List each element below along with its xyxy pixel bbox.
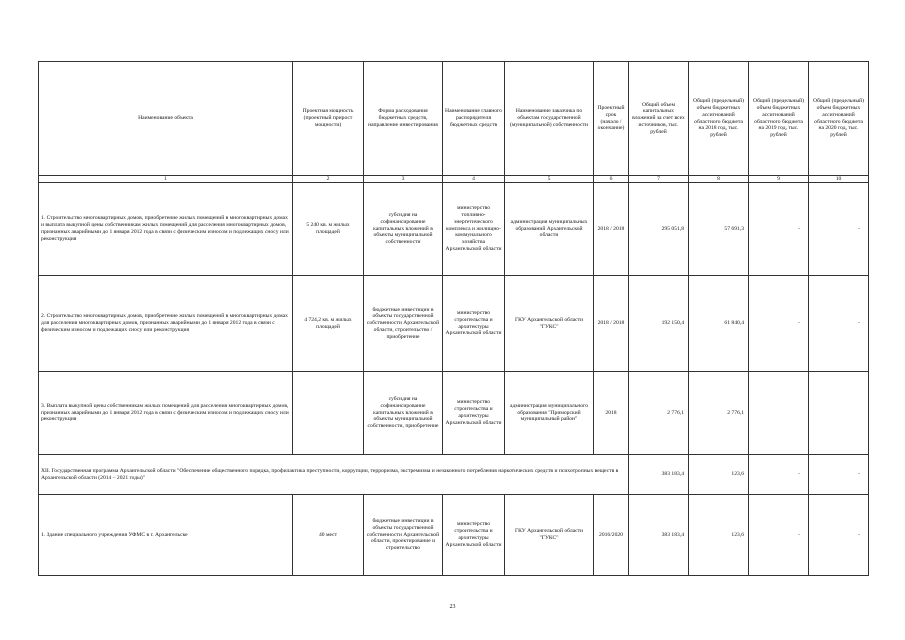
program-row	[39, 455, 869, 495]
column-number: 8	[689, 176, 749, 183]
table-row	[39, 276, 869, 372]
budget-2018: 123,6	[689, 455, 749, 495]
header-cell: Наименование заказчика по объектам государственной (муниципальной) собственности	[505, 62, 594, 176]
column-number: 3	[364, 176, 443, 183]
project-term: 2018 / 2018	[594, 183, 629, 276]
budget-2020	[809, 372, 869, 455]
total-investment: 192 150,4	[629, 276, 689, 372]
header-cell: Общий (предельный) объем бюджетных ассигнований областного бюджета на 2018 год, тыс. рублей	[689, 62, 749, 176]
budget-2018: 2 776,1	[689, 372, 749, 455]
budget-2018: 61 840,4	[689, 276, 749, 372]
investment-table	[38, 61, 869, 576]
table-row	[39, 372, 869, 455]
header-cell: Общий объем капитальных вложений за счет всех источников, тыс. рублей	[629, 62, 689, 176]
header-row	[39, 62, 869, 176]
column-number: 6	[594, 176, 629, 183]
customer: администрация муниципальных образований Архангельской области	[505, 183, 594, 276]
expenditure-form: субсидия на софинансирование капитальных вложений в объекты муниципальной собственности	[364, 183, 443, 276]
customer: ГКУ Архангельской области "ГУКС"	[505, 276, 594, 372]
customer: ГКУ Архангельской области "ГУКС"	[505, 495, 594, 576]
budget-manager: министерство строительства и архитектуры Архангельской области	[443, 372, 505, 455]
budget-2019: -	[749, 183, 809, 276]
budget-2020: -	[809, 183, 869, 276]
budget-2019	[749, 372, 809, 455]
header-cell: Общий (предельный) объем бюджетных ассигнований областного бюджета на 2019 год, тыс. рублей	[749, 62, 809, 176]
header-cell: Проектный срок (начало / окончание)	[594, 62, 629, 176]
total-investment: 295 051,8	[629, 183, 689, 276]
budget-2019: -	[749, 276, 809, 372]
header-cell: Общий (предельный) объем бюджетных ассигнований областного бюджета на 2020 год, тыс. рублей	[809, 62, 869, 176]
object-name: 2. Строительство многоквартирных домов, приобретение жилых помещений в многоквартирных домах для расселения многоквартирных домов, признанных аварийными до 1 января 2012 года в связи с физическим износом и подлежащих сносу или реконструкция	[39, 276, 293, 372]
expenditure-form: бюджетные инвестиции в объекты государственной собственности Архангельской области, строительство / приобретение	[364, 276, 443, 372]
total-investment: 383 183,4	[629, 495, 689, 576]
budget-2018: 57 691,3	[689, 183, 749, 276]
column-number: 1	[39, 176, 293, 183]
project-term: 2016/2020	[594, 495, 629, 576]
budget-manager: министерство строительства и архитектуры Архангельской области	[443, 495, 505, 576]
object-name: 1. Строительство многоквартирных домов, приобретение жилых помещений в многоквартирных домах и выплата выкупной цены собственникам жилых помещений для расселения многоквартирных домов, признанных аварийными до 1 января 2012 года в связи с физическим износом и подлежащих сносу или реконструкция	[39, 183, 293, 276]
budget-manager: министерство топливно-энергетического комплекса и жилищно-коммунального хозяйства Архангельской области	[443, 183, 505, 276]
object-name: 1. Здание специального учреждения УФМС в г. Архангельске	[39, 495, 293, 576]
budget-2020: -	[809, 276, 869, 372]
project-term: 2018	[594, 372, 629, 455]
table-row	[39, 495, 869, 576]
header-cell: Наименование главного распорядителя бюджетных средств	[443, 62, 505, 176]
capacity: 40 мест	[293, 495, 364, 576]
column-number: 9	[749, 176, 809, 183]
budget-2018: 123,6	[689, 495, 749, 576]
column-number-row	[39, 176, 869, 183]
capacity: 5 240 кв. м жилых площадей	[293, 183, 364, 276]
expenditure-form: субсидия на софинансирование капитальных вложений в объекты муниципальной собственности, приобретение	[364, 372, 443, 455]
table-row	[39, 183, 869, 276]
expenditure-form: бюджетные инвестиции в объекты государственной собственности Архангельской области, проектирование и строительство	[364, 495, 443, 576]
capacity: 4 724,2 кв. м жилых площадей	[293, 276, 364, 372]
column-number: 5	[505, 176, 594, 183]
budget-2019: -	[749, 495, 809, 576]
column-number: 2	[293, 176, 364, 183]
budget-manager: министерство строительства и архитектуры Архангельской области	[443, 276, 505, 372]
total-investment: 383 183,4	[629, 455, 689, 495]
object-name: 3. Выплата выкупной цены собственникам жилых помещений для расселения многоквартирных домов, признанных аварийными до 1 января 2012 года в связи с физическим износом и подлежащих сносу или реконструкция	[39, 372, 293, 455]
column-number: 4	[443, 176, 505, 183]
total-investment: 2 776,1	[629, 372, 689, 455]
column-number: 7	[629, 176, 689, 183]
program-title: XII. Государственная программа Архангельской области "Обеспечение общественного порядка, профилактика преступности, коррупции, терроризма, экстремизма и незаконного потребления наркотических средств и психотропных веществ в Архангельской области (2014 – 2021 годы)"	[39, 455, 629, 495]
project-term: 2018 / 2018	[594, 276, 629, 372]
customer: администрация муниципального образования "Приморский муниципальный район"	[505, 372, 594, 455]
budget-2019: -	[749, 455, 809, 495]
capacity	[293, 372, 364, 455]
budget-2020: -	[809, 455, 869, 495]
column-number: 10	[809, 176, 869, 183]
budget-2020: -	[809, 495, 869, 576]
header-cell: Форма расходования бюджетных средств, направление инвестирования	[364, 62, 443, 176]
page-number: 23	[449, 604, 456, 610]
header-cell: Проектная мощность (проектный прирост мощности)	[293, 62, 364, 176]
header-cell: Наименование объекта	[39, 62, 293, 176]
